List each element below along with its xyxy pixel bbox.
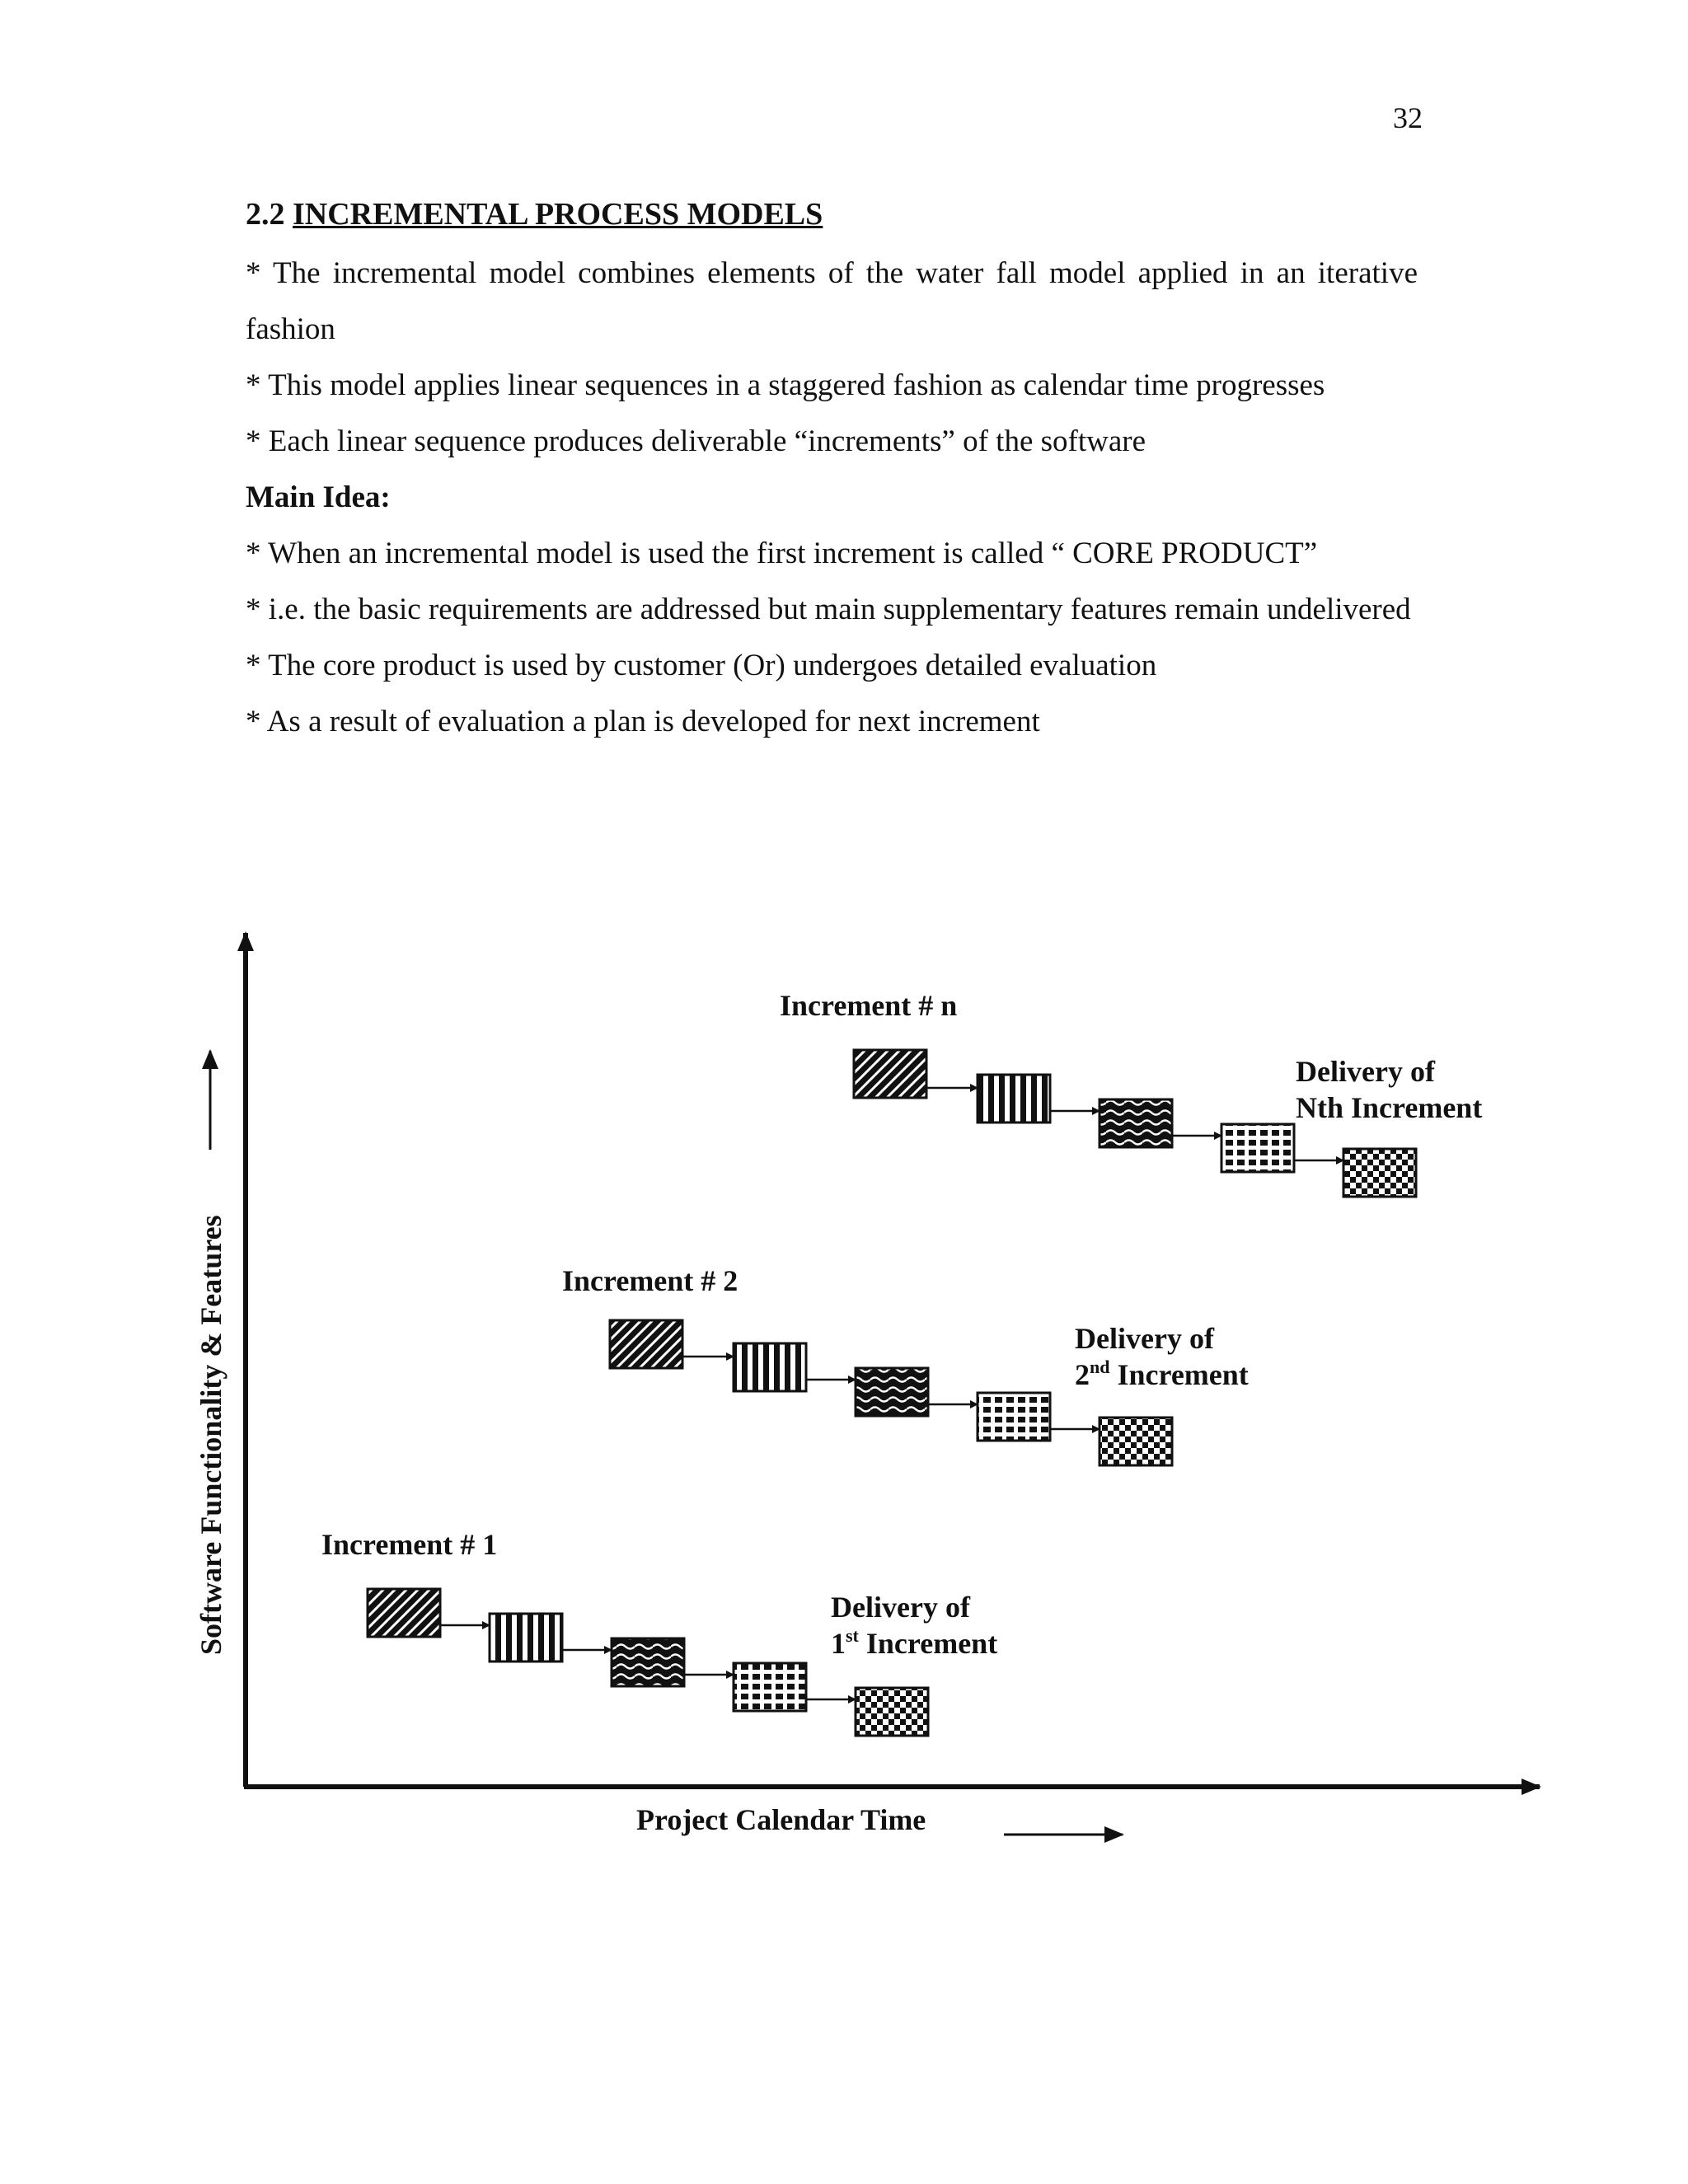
increment-n-label: Increment # n <box>780 989 958 1022</box>
main-idea-heading: Main Idea: <box>246 480 391 514</box>
increment-n <box>780 989 1482 1197</box>
phase-block <box>610 1320 682 1368</box>
phase-block <box>1221 1124 1294 1172</box>
phase-block <box>1100 1418 1172 1465</box>
page-number: 32 <box>1393 101 1423 134</box>
phase-block <box>978 1075 1050 1122</box>
increment-2-label: Increment # 2 <box>562 1264 738 1297</box>
paragraph: * When an incremental model is used the first increment is called “ CORE PRODUCT” <box>246 537 1318 570</box>
paragraph: * The incremental model combines elements of the water fall model applied in an iterative fashion <box>246 256 1418 346</box>
x-axis-label: Project Calendar Time <box>636 1803 926 1836</box>
phase-block <box>854 1050 926 1098</box>
paragraph: * As a result of evaluation a plan is developed for next increment <box>246 705 1040 738</box>
phase-block <box>856 1368 928 1416</box>
phase-block <box>368 1589 440 1637</box>
phase-block <box>612 1638 684 1686</box>
delivery-label-line2: 2nd Increment <box>1075 1357 1249 1391</box>
increment-1-label: Increment # 1 <box>321 1528 498 1561</box>
phase-block <box>1100 1099 1172 1147</box>
paragraph: * Each linear sequence produces deliverable “increments” of the software <box>246 424 1146 458</box>
y-axis-label: Software Functionality & Features <box>195 1215 227 1655</box>
increment-2 <box>562 1264 1249 1465</box>
phase-block <box>734 1343 806 1391</box>
section-number: 2.2 <box>246 197 285 232</box>
paragraph: * i.e. the basic requirements are addressed but main supplementary features remain undelivered <box>246 593 1411 626</box>
delivery-label-line2: Nth Increment <box>1296 1091 1483 1124</box>
delivery-label: Delivery of <box>831 1591 970 1624</box>
paragraph: * This model applies linear sequences in a staggered fashion as calendar time progresses <box>246 368 1325 402</box>
phase-block <box>734 1663 806 1711</box>
paragraph: * The core product is used by customer (Or) undergoes detailed evaluation <box>246 649 1157 682</box>
increment-1 <box>321 1528 997 1736</box>
phase-block <box>856 1688 928 1736</box>
delivery-label-line2: 1st Increment <box>831 1625 998 1660</box>
phase-block <box>1343 1149 1416 1197</box>
phase-block <box>490 1614 562 1661</box>
section-title: INCREMENTAL PROCESS MODELS <box>293 197 823 232</box>
delivery-label: Delivery of <box>1075 1322 1214 1355</box>
phase-block <box>978 1393 1050 1441</box>
delivery-label: Delivery of <box>1296 1055 1435 1088</box>
